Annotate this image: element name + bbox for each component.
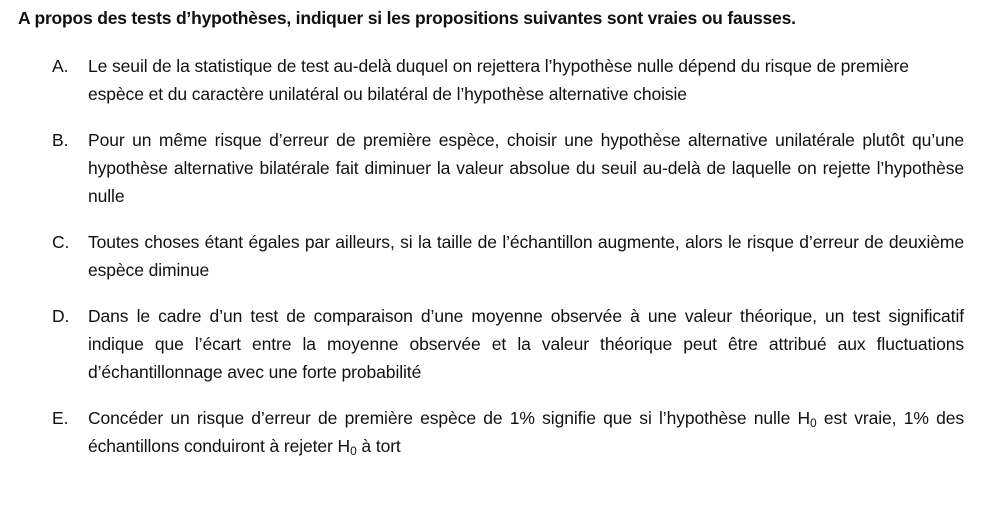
subscript-zero: 0	[810, 416, 817, 430]
proposition-text-part: Concéder un risque d’erreur de première espèce de 1% signifie que si l’hypothèse nulle H	[88, 408, 811, 428]
proposition-e	[52, 404, 964, 460]
proposition-b	[52, 126, 964, 210]
proposition-text	[88, 408, 964, 456]
proposition-letter: C.	[52, 232, 70, 252]
subscript-zero: 0	[350, 444, 357, 458]
propositions-list	[52, 52, 964, 478]
proposition-text-part: à tort	[356, 436, 401, 456]
proposition-letter: D.	[52, 306, 70, 326]
proposition-d	[52, 302, 964, 386]
proposition-text: Dans le cadre d’un test de comparaison d’une moyenne observée à une valeur théorique, un test significatif indique que l’écart entre la moyenne observée et la valeur théorique peut être attribué aux fluctuations d’échantillonnage avec une forte probabilité	[88, 306, 964, 382]
question-title: A propos des tests d’hypothèses, indiquer si les propositions suivantes sont vraies ou fausses.	[18, 8, 796, 28]
proposition-text: Pour un même risque d’erreur de première espèce, choisir une hypothèse alternative unilatérale plutôt qu’une hypothèse alternative bilatérale fait diminuer la valeur absolue du seuil au-delà de laquelle on rejette l’hypothèse nulle	[88, 130, 964, 206]
proposition-letter: A.	[52, 56, 69, 76]
proposition-letter: E.	[52, 408, 69, 428]
proposition-text: Le seuil de la statistique de test au-delà duquel on rejettera l’hypothèse nulle dépend du risque de première espèce et du caractère unilatéral ou bilatéral de l’hypothèse alternative choisie	[88, 56, 909, 104]
proposition-text: Toutes choses étant égales par ailleurs, si la taille de l’échantillon augmente, alors le risque d’erreur de deuxième espèce diminue	[88, 232, 964, 280]
proposition-text-part: est vraie, 1% des échantillons conduiront à rejeter H	[88, 408, 965, 456]
proposition-c	[52, 228, 964, 284]
proposition-letter: B.	[52, 130, 69, 150]
proposition-a	[52, 52, 964, 108]
